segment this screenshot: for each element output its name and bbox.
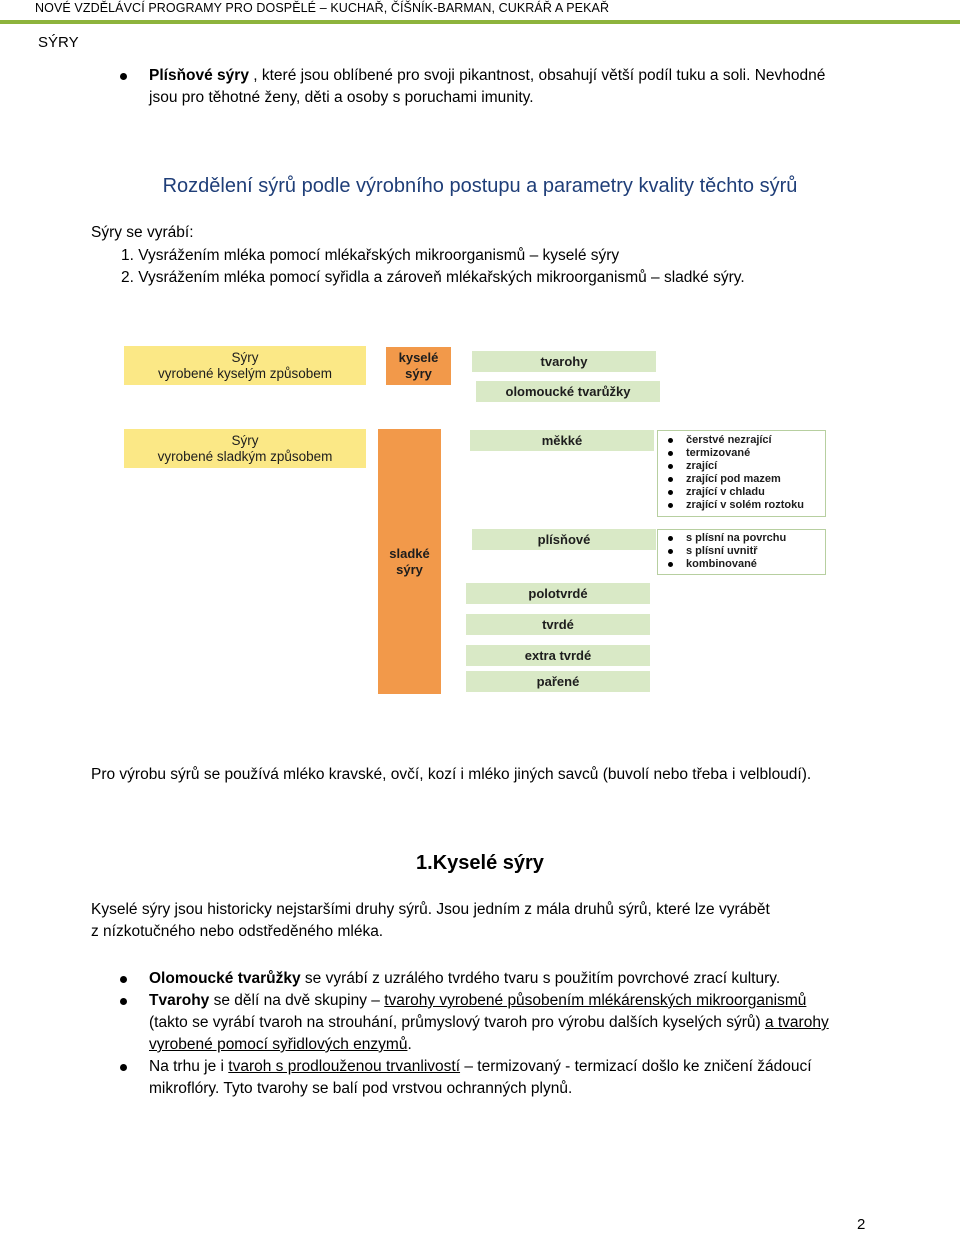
bullet2-bold: Tvarohy bbox=[149, 992, 210, 1009]
bullet-trh-line1 bbox=[149, 1056, 812, 1078]
mold-subtypes-list bbox=[657, 529, 826, 575]
mold-subtype: s plísní uvnitř bbox=[658, 545, 825, 558]
bullet3-text: Na trhu je i bbox=[149, 1058, 229, 1075]
bullet-tvarohy-line1 bbox=[149, 990, 806, 1012]
soft-subtype: termizované bbox=[658, 447, 825, 460]
mold-subtype: s plísní na povrchu bbox=[658, 532, 825, 545]
type-tvrde: tvrdé bbox=[466, 614, 650, 635]
sweet-l2: sýry bbox=[396, 561, 423, 577]
bullet-dot bbox=[120, 73, 127, 80]
mold-subtype: kombinované bbox=[658, 558, 825, 571]
type-plisnove: plísňové bbox=[472, 529, 656, 550]
type-parene: pařené bbox=[466, 671, 650, 692]
sweet-source-l2: vyrobené sladkým způsobem bbox=[157, 448, 333, 464]
bullet-tvarohy-line3 bbox=[149, 1034, 412, 1056]
section-title: SÝRY bbox=[38, 34, 79, 51]
sour-l2: sýry bbox=[405, 366, 432, 381]
intro-bullet-line2: jsou pro těhotné ženy, děti a osoby s poruchami imunity. bbox=[149, 89, 534, 106]
bullet2-text: se dělí na dvě skupiny – bbox=[209, 992, 385, 1009]
soft-subtype: zrající bbox=[658, 460, 825, 473]
sour-source-l2: vyrobené kyselým způsobem bbox=[157, 365, 333, 381]
bullet-trh-line2: mikroflóry. Tyto tvarohy se balí pod vrstvou ochranných plynů. bbox=[149, 1080, 573, 1097]
bullet3-text2: – termizovaný - termizací došlo ke zničení žádoucí bbox=[460, 1058, 812, 1075]
bullet1-bold: Olomoucké tvarůžky bbox=[149, 970, 301, 987]
bullet2-underlined2: a tvarohy bbox=[764, 1014, 829, 1031]
sour-source-l1: Sýry bbox=[231, 349, 259, 365]
header-rule bbox=[0, 20, 960, 24]
intro-text: , které jsou oblíbené pro svoji pikantnost, obsahují větší podíl tuku a soli. Nevhodné bbox=[248, 67, 826, 84]
type-polotvrde: polotvrdé bbox=[466, 583, 650, 604]
soft-subtypes-list bbox=[657, 430, 826, 517]
sour-paragraph-line2: z nízkotučného nebo odstředěného mléka. bbox=[91, 923, 384, 940]
soft-subtype: zrající v chladu bbox=[658, 486, 825, 499]
bullet-dot bbox=[120, 998, 127, 1005]
sweet-cheese-box bbox=[378, 429, 441, 694]
type-olomoucke-tvaruzky: olomoucké tvarůžky bbox=[476, 381, 660, 402]
intro-bold: Plísňové sýry bbox=[149, 67, 249, 84]
milk-paragraph: Pro výrobu sýrů se používá mléko kravské, ovčí, kozí i mléko jiných savců (buvolí nebo třeba i velbloudí). bbox=[91, 766, 812, 783]
sour-cheese-heading: 1.Kyselé sýry bbox=[416, 852, 544, 874]
sweet-source-box bbox=[124, 429, 366, 468]
bullet3-underlined: tvaroh s prodlouženou trvanlivostí bbox=[228, 1058, 461, 1075]
type-tvarohy: tvarohy bbox=[472, 351, 656, 372]
bullet2-underlined3: vyrobené pomocí syřidlových enzymů bbox=[149, 1036, 408, 1053]
bullet1-text: se vyrábí z uzrálého tvrdého tvaru s použitím povrchové zrací kultury. bbox=[300, 970, 781, 987]
method-1: 1. Vysrážením mléka pomocí mlékařských mikroorganismů – kyselé sýry bbox=[121, 247, 620, 264]
made-label: Sýry se vyrábí: bbox=[91, 224, 194, 241]
soft-subtype: zrající pod mazem bbox=[658, 473, 825, 486]
sweet-source-l1: Sýry bbox=[231, 432, 259, 448]
sour-paragraph-line1: Kyselé sýry jsou historicky nejstaršími druhy sýrů. Jsou jedním z mála druhů sýrů, které lze vyrábět bbox=[91, 901, 770, 918]
bullet-dot bbox=[120, 976, 127, 983]
intro-bullet-line1 bbox=[149, 65, 825, 87]
sour-source-box bbox=[124, 346, 366, 385]
document-header-title: NOVÉ VZDĚLÁVCÍ PROGRAMY PRO DOSPĚLÉ – KUCHAŘ, ČÍŠNÍK-BARMAN, CUKRÁŘ A PEKAŘ bbox=[35, 1, 610, 15]
sour-cheese-box bbox=[386, 347, 451, 385]
bullet2-text2: (takto se vyrábí tvaroh na strouhání, průmyslový tvaroh pro výrobu dalších kyselých sýrů) bbox=[149, 1014, 765, 1031]
soft-subtype: čerstvé nezrající bbox=[658, 434, 825, 447]
bullet2-underlined: tvarohy vyrobené působením mlékárenských mikroorganismů bbox=[384, 992, 807, 1009]
method-2: 2. Vysrážením mléka pomocí syřidla a zároveň mlékařských mikroorganismů – sladké sýry. bbox=[121, 269, 745, 286]
bullet-dot bbox=[120, 1064, 127, 1071]
classification-heading: Rozdělení sýrů podle výrobního postupu a parametry kvality těchto sýrů bbox=[162, 175, 798, 197]
bullet-olomoucke bbox=[149, 968, 780, 990]
page-number: 2 bbox=[857, 1216, 866, 1233]
bullet2-end: . bbox=[407, 1036, 412, 1053]
sour-l1: kyselé bbox=[398, 350, 439, 365]
type-mekke: měkké bbox=[470, 430, 654, 451]
type-extra-tvrde: extra tvrdé bbox=[466, 645, 650, 666]
soft-subtype: zrající v solém roztoku bbox=[658, 499, 825, 512]
bullet-tvarohy-line2 bbox=[149, 1012, 829, 1034]
sweet-l1: sladké bbox=[389, 545, 430, 561]
